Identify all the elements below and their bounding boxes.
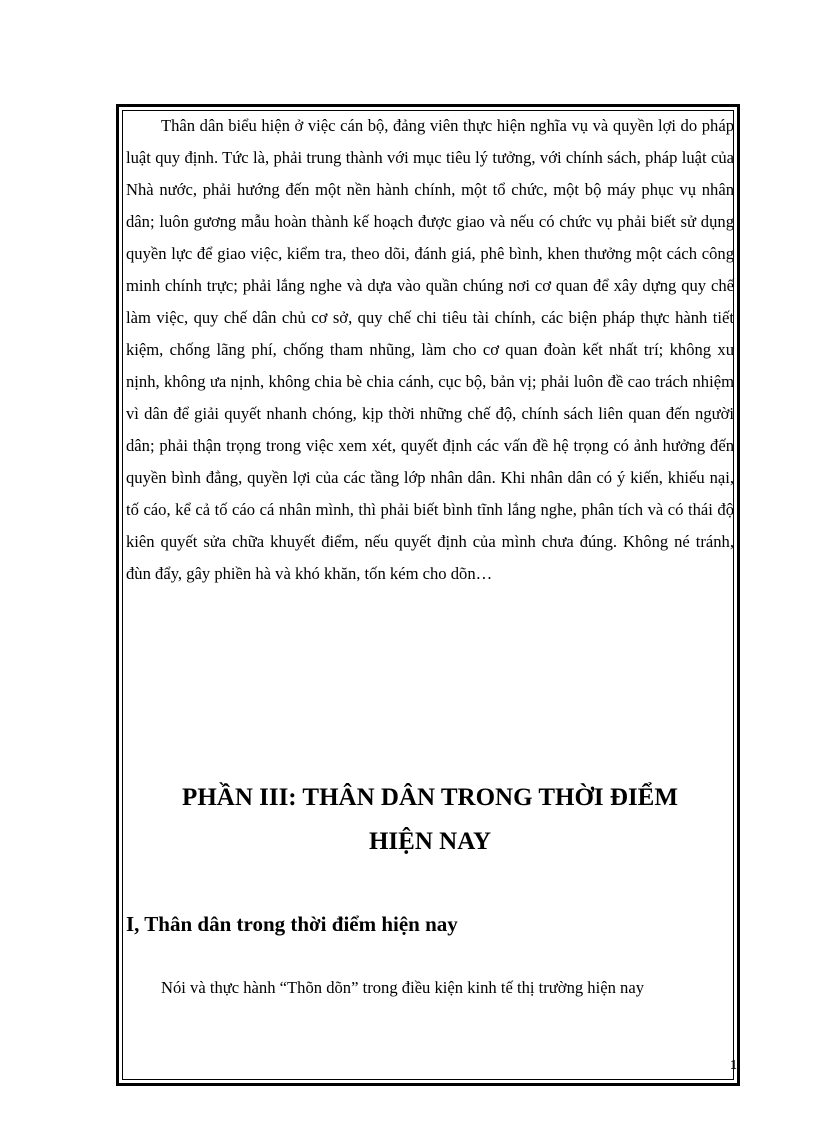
body-paragraph-2: Nói và thực hành “Thõn dõn” trong điều kiện kinh tế thị trường hiện nay — [161, 978, 644, 997]
section-title-line-2: HIỆN NAY — [368, 828, 492, 855]
body-paragraph-2-wrap — [126, 972, 734, 1004]
subsection-title: I, Thân dân trong thời điểm hiện nay — [126, 912, 458, 936]
section-heading — [126, 776, 734, 864]
main-text — [126, 110, 734, 590]
section-title-line-1: PHẦN III: THÂN DÂN TRONG THỜI ĐIỂM — [182, 784, 678, 811]
body-paragraph-1: Thân dân biểu hiện ở việc cán bộ, đảng viên thực hiện nghĩa vụ và quyền lợi do pháp luật quy định. Tức là, phải trung thành với mục tiêu lý tưởng, với chính sách, pháp luật của Nhà nước, phải hướng đến một nền hành chính, một tổ chức, một bộ máy phục vụ nhân dân; luôn gương mẫu hoàn thành kế hoạch được giao và nếu có chức vụ phải biết sử dụng quyền lực để giao việc, kiểm tra, theo dõi, đánh giá, phê bình, khen thưởng một cách công minh chính trực; phải lắng nghe và dựa vào quần chúng nơi cơ quan để xây dựng quy chế làm việc, quy chế dân chủ cơ sở, quy chế chi tiêu tài chính, các biện pháp thực hành tiết kiệm, chống lãng phí, chống tham nhũng, làm cho cơ quan đoàn kết nhất trí; không xu nịnh, không ưa nịnh, không chia bè chia cánh, cục bộ, bản vị; phải luôn đề cao trách nhiệm vì dân để giải quyết nhanh chóng, kịp thời những chế độ, chính sách liên quan đến người dân; phải thận trọng trong việc xem xét, quyết định các vấn đề hệ trọng có ảnh hưởng đến quyền bình đẳng, quyền lợi của các tầng lớp nhân dân. Khi nhân dân có ý kiến, khiếu nại, tố cáo, kể cả tố cáo cá nhân mình, thì phải biết bình tĩnh lắng nghe, phân tích và có thái độ kiên quyết sửa chữa khuyết điểm, nếu quyết định của mình chưa đúng. Không né tránh, đùn đẩy, gây phiền hà và khó khăn, tốn kém cho dõn… — [126, 116, 734, 583]
page-number: 1 — [730, 1058, 737, 1073]
